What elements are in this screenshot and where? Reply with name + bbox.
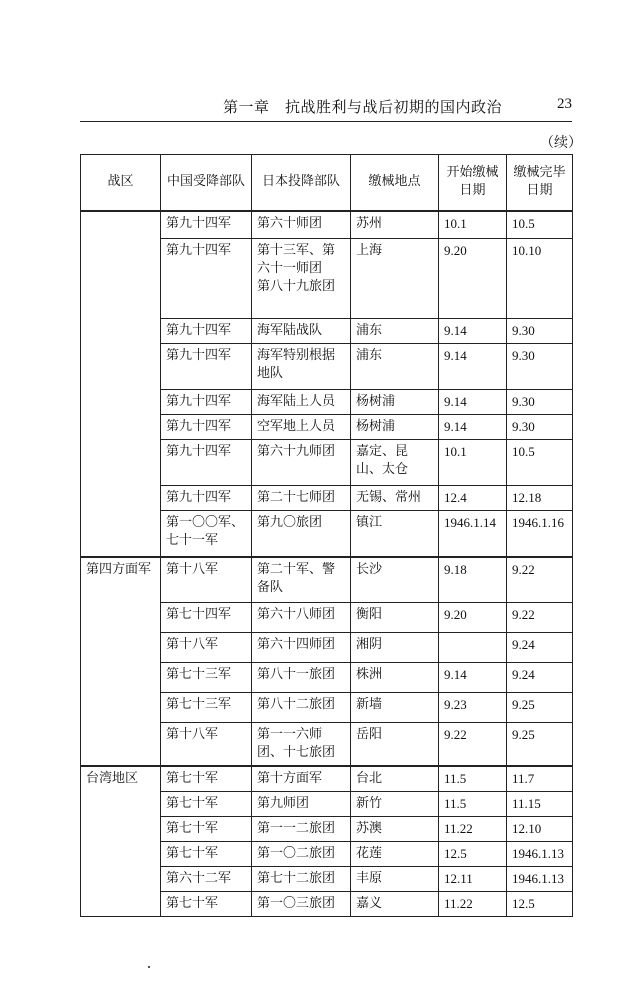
- cell-jp-unit: 第六十八师团: [252, 603, 351, 633]
- cell-end-date: 9.30: [507, 390, 573, 415]
- cell-start-date: 1946.1.14: [439, 511, 507, 557]
- cell-start-date: 10.1: [439, 211, 507, 239]
- table-row: [81, 211, 573, 239]
- cell-end-date: 1946.1.13: [507, 867, 573, 892]
- cell-start-date: [439, 633, 507, 663]
- cell-start-date: 9.14: [439, 390, 507, 415]
- cell-end-date: 9.25: [507, 723, 573, 767]
- table-row: [81, 557, 573, 603]
- cell-start-date: 11.5: [439, 792, 507, 817]
- cell-location: 镇江: [351, 511, 439, 557]
- cell-end-date: 11.7: [507, 766, 573, 792]
- cell-location: 株洲: [351, 663, 439, 693]
- cell-end-date: 10.5: [507, 440, 573, 486]
- cell-cn-unit: 第九十四军: [161, 344, 252, 390]
- cell-jp-unit: 第九师团: [252, 792, 351, 817]
- col-header-location: 缴械地点: [351, 155, 439, 211]
- header-rule: [80, 121, 572, 122]
- cell-location: 新竹: [351, 792, 439, 817]
- cell-theater: 第四方面军: [81, 557, 161, 767]
- table-group: [81, 211, 573, 557]
- cell-jp-unit: 空军地上人员: [252, 415, 351, 440]
- cell-jp-unit: 第十三军、第六十一师团 第八十九旅团: [252, 239, 351, 319]
- cell-end-date: 9.24: [507, 663, 573, 693]
- cell-start-date: 9.20: [439, 239, 507, 319]
- cell-jp-unit: 第二十七师团: [252, 486, 351, 511]
- cell-end-date: 9.22: [507, 557, 573, 603]
- col-header-theater: 战区: [81, 155, 161, 211]
- cell-start-date: 11.22: [439, 817, 507, 842]
- cell-end-date: 1946.1.16: [507, 511, 573, 557]
- cell-end-date: 12.10: [507, 817, 573, 842]
- cell-cn-unit: 第九十四军: [161, 486, 252, 511]
- cell-jp-unit: 海军陆战队: [252, 319, 351, 344]
- cell-start-date: 9.23: [439, 693, 507, 723]
- cell-location: 丰原: [351, 867, 439, 892]
- cell-jp-unit: 第一〇二旅团: [252, 842, 351, 867]
- cell-start-date: 10.1: [439, 440, 507, 486]
- cell-location: 无锡、常州: [351, 486, 439, 511]
- cell-location: 岳阳: [351, 723, 439, 767]
- cell-location: 苏澳: [351, 817, 439, 842]
- cell-jp-unit: 第八十二旅团: [252, 693, 351, 723]
- cell-cn-unit: 第七十军: [161, 842, 252, 867]
- col-header-jp-unit: 日本投降部队: [252, 155, 351, 211]
- cell-location: 花莲: [351, 842, 439, 867]
- cell-cn-unit: 第七十军: [161, 892, 252, 917]
- cell-end-date: 9.24: [507, 633, 573, 663]
- cell-location: 湘阴: [351, 633, 439, 663]
- cell-jp-unit: 第七十二旅团: [252, 867, 351, 892]
- cell-start-date: 12.5: [439, 842, 507, 867]
- cell-theater: [81, 211, 161, 557]
- cell-jp-unit: 第六十四师团: [252, 633, 351, 663]
- cell-start-date: 9.20: [439, 603, 507, 633]
- cell-end-date: 9.30: [507, 319, 573, 344]
- surrender-table: [80, 154, 573, 917]
- cell-location: 台北: [351, 766, 439, 792]
- col-header-start-date: 开始缴械日期: [439, 155, 507, 211]
- col-header-cn-unit: 中国受降部队: [161, 155, 252, 211]
- cell-cn-unit: 第七十三军: [161, 693, 252, 723]
- cell-start-date: 9.22: [439, 723, 507, 767]
- page-number: 23: [557, 96, 572, 112]
- cell-end-date: 9.25: [507, 693, 573, 723]
- cell-location: 苏州: [351, 211, 439, 239]
- cell-cn-unit: 第七十四军: [161, 603, 252, 633]
- table-group: [81, 766, 573, 917]
- cell-end-date: 9.30: [507, 344, 573, 390]
- cell-cn-unit: 第十八军: [161, 723, 252, 767]
- cell-jp-unit: 第九〇旅团: [252, 511, 351, 557]
- cell-end-date: 12.18: [507, 486, 573, 511]
- cell-end-date: 1946.1.13: [507, 842, 573, 867]
- cell-jp-unit: 海军特别根据地队: [252, 344, 351, 390]
- cell-cn-unit: 第十八军: [161, 633, 252, 663]
- cell-cn-unit: 第九十四军: [161, 211, 252, 239]
- cell-start-date: 9.14: [439, 344, 507, 390]
- cell-location: 嘉义: [351, 892, 439, 917]
- cell-start-date: 9.18: [439, 557, 507, 603]
- cell-end-date: 9.30: [507, 415, 573, 440]
- cell-cn-unit: 第十八军: [161, 557, 252, 603]
- cell-cn-unit: 第九十四军: [161, 239, 252, 319]
- table-row: [81, 766, 573, 792]
- continuation-note: （续）: [540, 135, 582, 151]
- cell-jp-unit: 第一〇三旅团: [252, 892, 351, 917]
- cell-jp-unit: 海军陆上人员: [252, 390, 351, 415]
- cell-location: 嘉定、昆山、太仓: [351, 440, 439, 486]
- cell-cn-unit: 第九十四军: [161, 319, 252, 344]
- cell-location: 杨树浦: [351, 390, 439, 415]
- cell-end-date: 10.5: [507, 211, 573, 239]
- table-header-row: [81, 155, 573, 211]
- cell-location: 浦东: [351, 344, 439, 390]
- cell-cn-unit: 第七十军: [161, 792, 252, 817]
- cell-start-date: 11.22: [439, 892, 507, 917]
- cell-jp-unit: 第六十九师团: [252, 440, 351, 486]
- cell-cn-unit: 第九十四军: [161, 415, 252, 440]
- cell-start-date: 12.11: [439, 867, 507, 892]
- cell-jp-unit: 第一一二旅团: [252, 817, 351, 842]
- cell-cn-unit: 第七十军: [161, 766, 252, 792]
- running-header: [80, 96, 572, 118]
- cell-jp-unit: 第六十师团: [252, 211, 351, 239]
- cell-location: 衡阳: [351, 603, 439, 633]
- cell-start-date: 9.14: [439, 319, 507, 344]
- cell-theater: 台湾地区: [81, 766, 161, 917]
- cell-start-date: 9.14: [439, 663, 507, 693]
- col-header-end-date: 缴械完毕日期: [507, 155, 573, 211]
- cell-location: 浦东: [351, 319, 439, 344]
- cell-cn-unit: 第六十二军: [161, 867, 252, 892]
- cell-end-date: 9.22: [507, 603, 573, 633]
- cell-end-date: 10.10: [507, 239, 573, 319]
- cell-cn-unit: 第九十四军: [161, 440, 252, 486]
- cell-location: 新墙: [351, 693, 439, 723]
- cell-end-date: 11.15: [507, 792, 573, 817]
- cell-location: 长沙: [351, 557, 439, 603]
- cell-jp-unit: 第十方面军: [252, 766, 351, 792]
- cell-cn-unit: 第七十三军: [161, 663, 252, 693]
- cell-end-date: 12.5: [507, 892, 573, 917]
- chapter-title: 第一章 抗战胜利与战后初期的国内政治: [223, 98, 503, 116]
- cell-cn-unit: 第一〇〇军、七十一军: [161, 511, 252, 557]
- cell-cn-unit: 第九十四军: [161, 390, 252, 415]
- cell-location: 杨树浦: [351, 415, 439, 440]
- cell-cn-unit: 第七十军: [161, 817, 252, 842]
- cell-jp-unit: 第二十军、警备队: [252, 557, 351, 603]
- stray-dot: [148, 966, 150, 968]
- cell-jp-unit: 第八十一旅团: [252, 663, 351, 693]
- cell-jp-unit: 第一一六师团、十七旅团: [252, 723, 351, 767]
- cell-location: 上海: [351, 239, 439, 319]
- table-group: [81, 557, 573, 767]
- cell-start-date: 12.4: [439, 486, 507, 511]
- cell-start-date: 9.14: [439, 415, 507, 440]
- cell-start-date: 11.5: [439, 766, 507, 792]
